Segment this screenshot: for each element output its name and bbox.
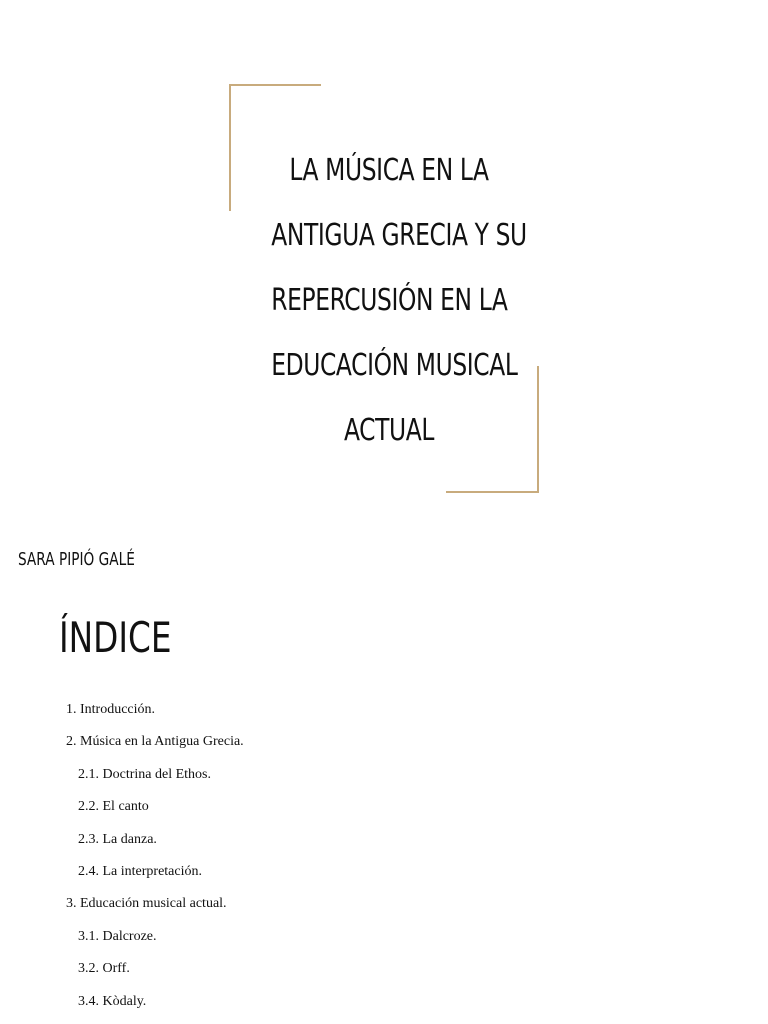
toc-item-introduccion: 1. Introducción. [66,702,156,717]
title-line: LA MÚSICA EN LA [289,153,489,188]
toc-item-la-danza: 2.3. La danza. [78,831,157,847]
toc-item-la-interpretacion: 2.4. La interpretación. [78,863,203,879]
toc-item-dalcroze: 3.1. Dalcroze. [78,928,157,944]
title-line: ACTUAL [343,413,435,448]
title-line: ANTIGUA GRECIA Y SU [271,218,527,253]
author-name: SARA PIPIÓ GALÉ [18,549,135,570]
toc-item-kodaly: 3.4. Kòdaly. [78,993,147,1009]
toc-item-doctrina-ethos: 2.1. Doctrina del Ethos. [78,766,211,782]
index-heading: ÍNDICE [59,613,172,662]
title-line: REPERCUSIÓN EN LA [271,283,508,318]
table-of-contents [66,700,386,1024]
toc-item-orff: 3.2. Orff. [78,961,130,977]
toc-item-el-canto: 2.2. El canto [78,799,149,815]
document-title [271,138,527,463]
title-line: EDUCACIÓN MUSICAL [271,348,518,383]
toc-item-musica-antigua-grecia: 2. Música en la Antigua Grecia. [66,734,244,750]
toc-item-educacion-musical-actual: 3. Educación musical actual. [66,896,227,912]
